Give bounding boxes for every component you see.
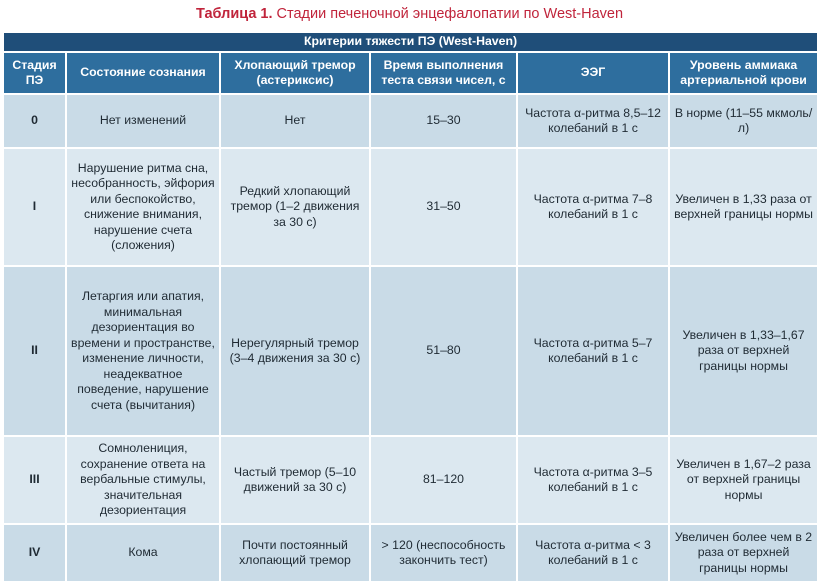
consciousness-cell: Кома [66, 524, 220, 582]
consciousness-cell: Нарушение ритма сна, несобранность, эйфория или беспокойство, снижение внимания, нарушение счета (сложения) [66, 148, 220, 266]
test-time-cell: 51–80 [370, 266, 517, 436]
col-header-tremor: Хлопающий тремор (астериксис) [220, 52, 370, 94]
eeg-cell: Частота α-ритма < 3 колебаний в 1 с [517, 524, 669, 582]
col-header-eeg: ЭЭГ [517, 52, 669, 94]
eeg-cell: Частота α-ритма 3–5 колебаний в 1 с [517, 436, 669, 524]
test-time-cell: 31–50 [370, 148, 517, 266]
stage-cell: III [3, 436, 66, 524]
consciousness-cell: Нет изменений [66, 94, 220, 148]
stage-cell: 0 [3, 94, 66, 148]
col-header-ammonia: Уровень аммиака артериальной крови [669, 52, 818, 94]
stage-cell: IV [3, 524, 66, 582]
eeg-cell: Частота α-ритма 8,5–12 колебаний в 1 с [517, 94, 669, 148]
col-header-test-time: Время выполнения теста связи чисел, с [370, 52, 517, 94]
stage-cell: I [3, 148, 66, 266]
super-header: Критерии тяжести ПЭ (West-Haven) [3, 32, 818, 52]
test-time-cell: 81–120 [370, 436, 517, 524]
tremor-cell: Частый тремор (5–10 движений за 30 с) [220, 436, 370, 524]
super-header-row [3, 32, 818, 52]
stage-cell: II [3, 266, 66, 436]
table-row [3, 266, 818, 436]
col-header-consciousness: Состояние сознания [66, 52, 220, 94]
table-row [3, 436, 818, 524]
test-time-cell: > 120 (неспособность закончить тест) [370, 524, 517, 582]
stages-table [2, 31, 819, 583]
ammonia-cell: Увеличен в 1,67–2 раза от верхней границы нормы [669, 436, 818, 524]
eeg-cell: Частота α-ритма 5–7 колебаний в 1 с [517, 266, 669, 436]
eeg-cell: Частота α-ритма 7–8 колебаний в 1 с [517, 148, 669, 266]
consciousness-cell: Летаргия или апатия, минимальная дезориентация во времени и пространстве, изменение личности, неадекватное поведение, нарушение счета (вычитания) [66, 266, 220, 436]
table-row [3, 524, 818, 582]
ammonia-cell: Увеличен в 1,33 раза от верхней границы нормы [669, 148, 818, 266]
table-row [3, 94, 818, 148]
header-row [3, 52, 818, 94]
tremor-cell: Нерегулярный тремор (3–4 движения за 30 с) [220, 266, 370, 436]
tremor-cell: Нет [220, 94, 370, 148]
col-header-stage: Стадия ПЭ [3, 52, 66, 94]
table-row [3, 148, 818, 266]
test-time-cell: 15–30 [370, 94, 517, 148]
ammonia-cell: Увеличен более чем в 2 раза от верхней границы нормы [669, 524, 818, 582]
ammonia-cell: Увеличен в 1,33–1,67 раза от верхней границы нормы [669, 266, 818, 436]
caption-label: Таблица 1. [195, 6, 273, 22]
ammonia-cell: В норме (11–55 мкмоль/л) [669, 94, 818, 148]
consciousness-cell: Сомнолениция, сохранение ответа на вербальные стимулы, значительная дезориентация [66, 436, 220, 524]
caption-text: Стадии печеночной энцефалопатии по West-Haven [276, 6, 624, 22]
tremor-cell: Редкий хлопающий тремор (1–2 движения за 30 с) [220, 148, 370, 266]
tremor-cell: Почти постоянный хлопающий тремор [220, 524, 370, 582]
table-caption [0, 4, 819, 24]
